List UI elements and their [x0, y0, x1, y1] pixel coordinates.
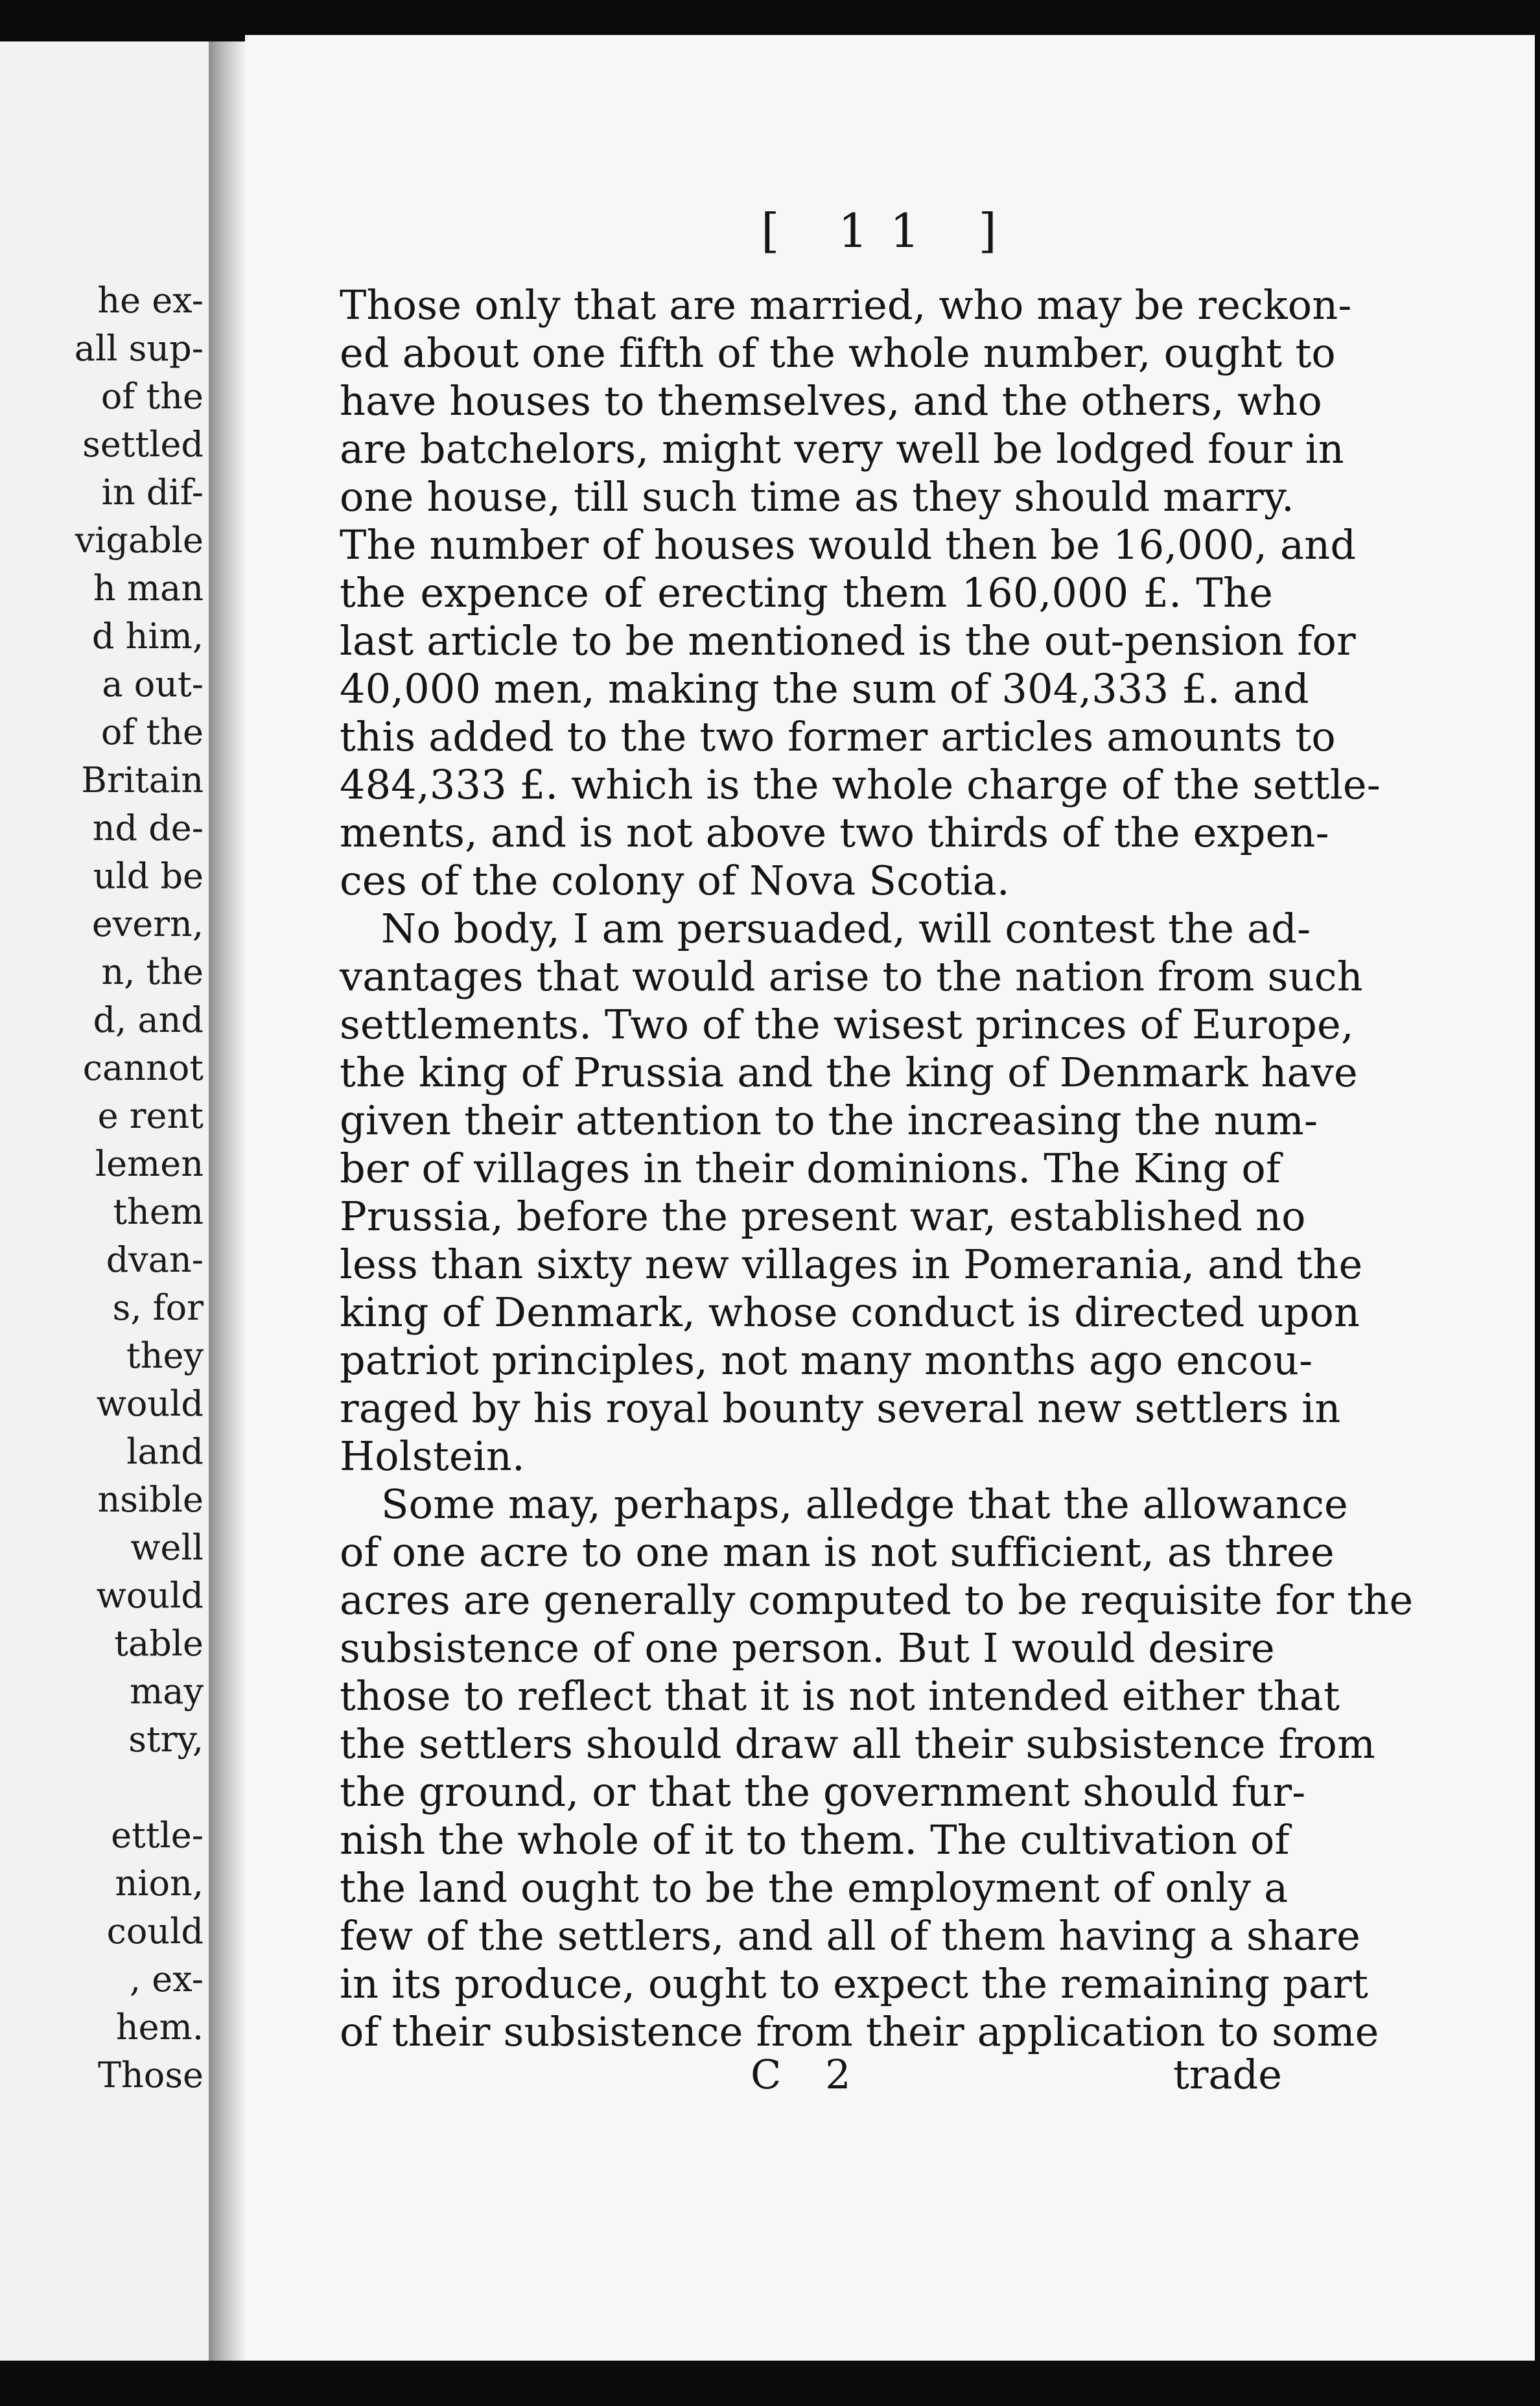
facing-page-line: could — [106, 1911, 204, 1952]
text-line: the settlers should draw all their subsistence from — [340, 1720, 1376, 1768]
text-line: last article to be mentioned is the out-pension for — [340, 617, 1356, 664]
text-line: of one acre to one man is not sufficient, as three — [340, 1528, 1335, 1576]
facing-page-line: they — [126, 1335, 204, 1376]
facing-page-line: all sup- — [74, 328, 204, 369]
text-line: the king of Prussia and the king of Denmark have — [340, 1049, 1358, 1096]
facing-page-line: may — [130, 1671, 204, 1712]
facing-page-line: he ex- — [97, 280, 204, 321]
text-line: less than sixty new villages in Pomerania, and the — [340, 1241, 1363, 1288]
text-line: Holstein. — [340, 1432, 525, 1480]
facing-page-line: e rent — [97, 1095, 204, 1136]
facing-page-line: lemen — [95, 1143, 204, 1184]
signature-mark: C 2 — [751, 2051, 867, 2098]
text-line: king of Denmark, whose conduct is directed upon — [340, 1289, 1360, 1336]
text-line: few of the settlers, and all of them having a share — [340, 1912, 1361, 1959]
text-line: 40,000 men, making the sum of 304,333 £. and — [340, 665, 1309, 712]
text-line: No body, I am persuaded, will contest the ad- — [381, 905, 1311, 952]
text-line: settlements. Two of the wisest princes of Europe, — [340, 1001, 1354, 1048]
page-gutter — [209, 41, 245, 2361]
facing-page-line: nsible — [97, 1479, 204, 1520]
facing-page-line: nd de- — [92, 808, 204, 848]
catchword: trade — [1173, 2051, 1282, 2098]
facing-page-line: well — [130, 1527, 204, 1568]
facing-page-line: of the — [100, 712, 204, 753]
text-line: ces of the colony of Nova Scotia. — [340, 857, 1010, 904]
facing-page-line: table — [114, 1623, 204, 1664]
text-line: one house, till such time as they should marry. — [340, 473, 1294, 520]
text-line: Those only that are married, who may be reckon- — [340, 281, 1352, 329]
text-line: ments, and is not above two thirds of the expen- — [340, 809, 1329, 856]
text-line: vantages that would arise to the nation from such — [340, 953, 1363, 1000]
facing-page-line: evern, — [91, 904, 204, 944]
facing-page-line: Britain — [81, 760, 204, 800]
text-line: the ground, or that the government should fur- — [340, 1768, 1306, 1816]
facing-page-line: land — [126, 1431, 204, 1472]
page-number-header: [ 11 ] — [761, 204, 1019, 258]
text-line: ber of villages in their dominions. The King of — [340, 1145, 1281, 1192]
facing-page-line: cannot — [82, 1047, 204, 1088]
text-line: The number of houses would then be 16,000, and — [340, 521, 1357, 568]
facing-page-line: h man — [93, 568, 204, 609]
text-line: Some may, perhaps, alledge that the allowance — [381, 1480, 1348, 1528]
scan-border — [0, 2361, 1540, 2406]
text-line: raged by his royal bounty several new settlers in — [340, 1384, 1341, 1432]
text-line: acres are generally computed to be requisite for the — [340, 1576, 1414, 1624]
facing-page-line: uld be — [93, 856, 204, 896]
facing-page-line: hem. — [115, 2007, 204, 2048]
facing-page-line: dvan- — [106, 1239, 204, 1280]
facing-page-line: would — [96, 1383, 204, 1424]
text-line: are batchelors, might very well be lodged four in — [340, 425, 1344, 473]
text-line: this added to the two former articles amounts to — [340, 713, 1336, 760]
facing-page-line: Those — [98, 2055, 204, 2096]
facing-page-line: vigable — [75, 520, 204, 561]
facing-page-line: would — [96, 1575, 204, 1616]
text-line: of their subsistence from their application to some — [340, 2008, 1379, 2055]
facing-page-line: stry, — [128, 1719, 204, 1760]
text-line: Prussia, before the present war, established no — [340, 1193, 1306, 1240]
text-line: those to reflect that it is not intended either that — [340, 1672, 1340, 1720]
facing-page-line: n, the — [101, 952, 204, 992]
text-line: 484,333 £. which is the whole charge of the settle- — [340, 761, 1381, 808]
text-line: have houses to themselves, and the others, who — [340, 377, 1322, 425]
facing-page — [0, 41, 210, 2361]
text-line: subsistence of one person. But I would desire — [340, 1624, 1275, 1672]
text-line: given their attention to the increasing the num- — [340, 1097, 1318, 1144]
facing-page-line: , ex- — [129, 1959, 204, 2000]
facing-page-line: of the — [100, 376, 204, 417]
facing-page-line: a out- — [102, 664, 204, 705]
facing-page-line: them — [113, 1191, 204, 1232]
facing-page-line: d him, — [91, 616, 204, 657]
book-page — [245, 35, 1535, 2362]
facing-page-line: d, and — [93, 999, 204, 1040]
text-line: the expence of erecting them 160,000 £. The — [340, 569, 1273, 616]
facing-page-line: ettle- — [111, 1815, 204, 1856]
facing-page-line: nion, — [115, 1863, 204, 1904]
text-line: ed about one fifth of the whole number, ought to — [340, 329, 1336, 377]
text-line: in its produce, ought to expect the remaining part — [340, 1960, 1369, 2007]
facing-page-line: s, for — [112, 1287, 204, 1328]
facing-page-line: in dif- — [101, 472, 204, 513]
facing-page-line: settled — [82, 424, 204, 465]
text-line: the land ought to be the employment of only a — [340, 1864, 1289, 1911]
text-line: patriot principles, not many months ago encou- — [340, 1337, 1313, 1384]
text-line: nish the whole of it to them. The cultivation of — [340, 1816, 1290, 1863]
